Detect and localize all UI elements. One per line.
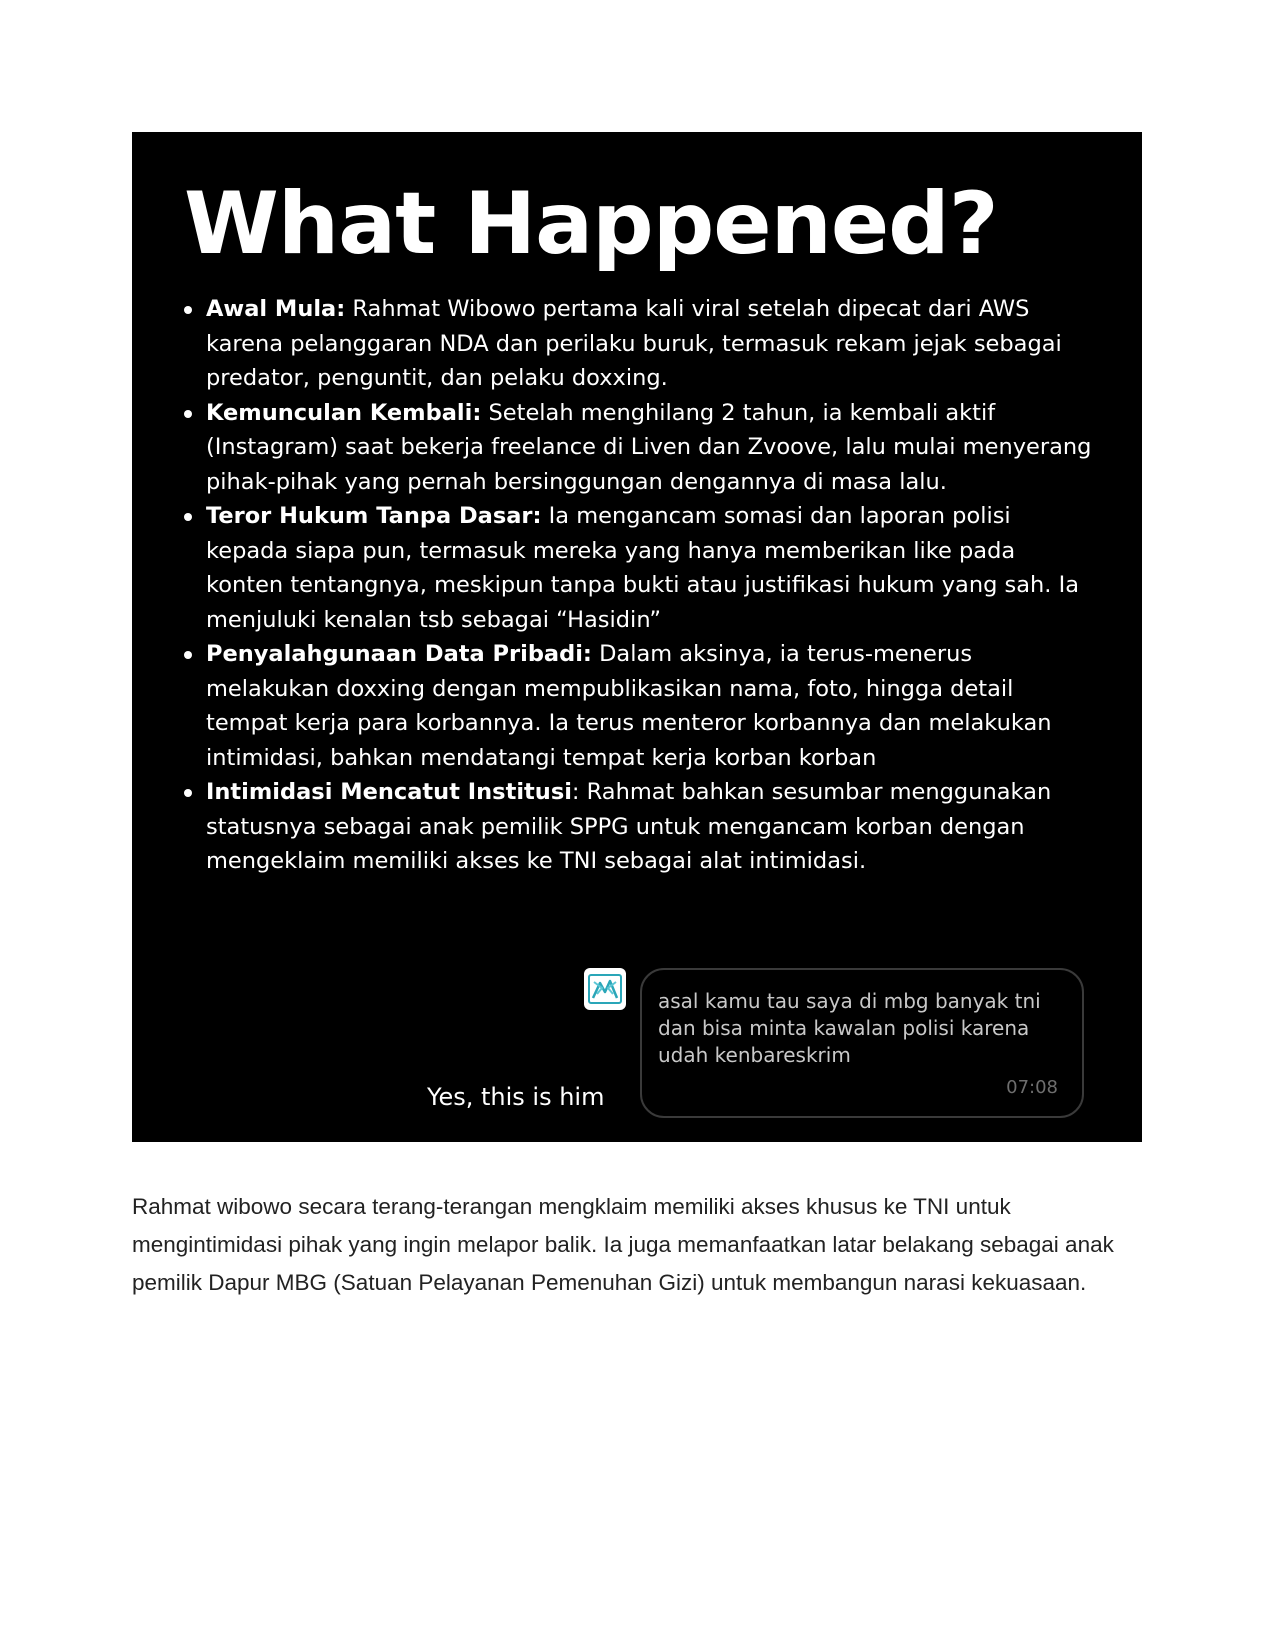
bullet-term: Awal Mula: [206,296,346,322]
bullet-text: Rahmat Wibowo pertama kali viral setelah dipecat dari AWS karena pelanggaran NDA dan perilaku buruk, termasuk rekam jejak sebagai predator, penguntit, dan pelaku doxxing. [206,296,1062,391]
chat-timestamp: 07:08 [1006,1077,1058,1098]
profile-avatar-icon [584,968,626,1010]
bullet-term: Teror Hukum Tanpa Dasar: [206,503,542,529]
bullet-term: Intimidasi Mencatut Institusi [206,779,572,805]
panel-title: What Happened? [184,174,998,274]
bullet-term: Penyalahgunaan Data Pribadi: [206,641,592,667]
panel-caption: Yes, this is him [427,1083,605,1111]
bullet-item-penyalahgunaan-data [184,637,1094,775]
chat-message-text: asal kamu tau saya di mbg banyak tni dan bisa minta kawalan polisi karena udah kenbareskrim [658,989,1041,1067]
bullet-item-intimidasi-institusi [184,775,1094,879]
bullet-text: Dalam aksinya, ia terus-menerus melakukan doxxing dengan mempublikasikan nama, foto, hingga detail tempat kerja para korbannya. Ia terus menteror korbannya dan melakukan intimidasi, bahkan mendatangi tempat kerja korban korban [206,641,1052,771]
bullet-dot-icon [184,789,192,797]
chat-message-bubble [640,968,1084,1118]
bullet-dot-icon [184,651,192,659]
body-paragraph: Rahmat wibowo secara terang-terangan mengklaim memiliki akses khusus ke TNI untuk mengintimidasi pihak yang ingin melapor balik. Ia juga memanfaatkan latar belakang sebagai anak pemilik Dapur MBG (Satuan Pelayanan Pemenuhan Gizi) untuk membangun narasi kekuasaan. [132,1194,1114,1295]
bullet-text: Setelah menghilang 2 tahun, ia kembali aktif (Instagram) saat bekerja freelance di Liven dan Zvoove, lalu mulai menyerang pihak-pihak yang pernah bersinggungan dengannya di masa lalu. [206,399,1092,495]
bullet-item-teror-hukum [184,499,1094,637]
bullet-list [184,292,1094,879]
bullet-item-awal-mula [184,292,1094,396]
bullet-dot-icon [184,513,192,521]
bullet-dot-icon [184,410,192,418]
bullet-text: : Rahmat bahkan sesumbar menggunakan statusnya sebagai anak pemilik SPPG untuk mengancam korban dengan mengeklaim memiliki akses ke TNI sebagai alat intimidasi. [206,779,1052,874]
bullet-term: Kemunculan Kembali: [206,399,482,426]
bullet-text: Ia mengancam somasi dan laporan polisi kepada siapa pun, termasuk mereka yang hanya memberikan like pada konten tentangnya, meskipun tanpa bukti atau justifikasi hukum yang sah. Ia menjuluki kenalan tsb sebagai “Hasidin” [206,503,1080,633]
avatar-logo-icon [588,974,622,1004]
bullet-dot-icon [184,306,192,314]
embedded-image-panel [132,132,1142,1142]
bullet-item-kemunculan-kembali [184,396,1094,500]
